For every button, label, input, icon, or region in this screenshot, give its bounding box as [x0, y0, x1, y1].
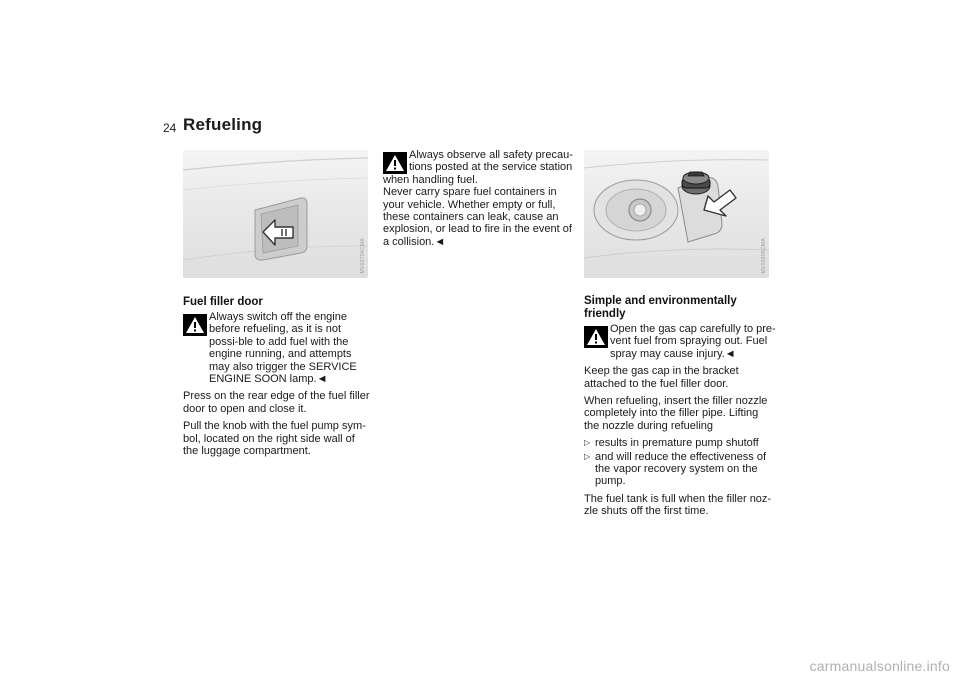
site-watermark: carmanualsonline.info: [809, 658, 950, 674]
section-heading: Fuel filler door: [183, 296, 263, 308]
warning-text-line: Always observe all safety precau-: [409, 149, 573, 161]
page-number: 24: [163, 121, 177, 135]
warning-text-first-line: Always switch off the engine: [209, 311, 347, 323]
warning-text-first-line: Open the gas cap carefully to pre-: [610, 323, 776, 335]
page-title: Refueling: [183, 115, 263, 134]
paragraph: Pull the knob with the fuel pump sym-bol, located on the right side wall of the luggage compartment.: [183, 420, 366, 458]
gas-cap: [682, 172, 710, 194]
warning-text-line: tions posted at the service station: [409, 161, 573, 174]
paragraph: The fuel tank is full when the filler noz-zle shuts off the first time.: [584, 492, 772, 518]
section-heading: Simple and environmentally friendly: [584, 295, 737, 320]
warning-text: before refueling, as it is not possi-ble to add fuel with the engine running, and attempts may also trigger the SERVICE ENGINE SOON lamp.◄: [209, 323, 357, 386]
list-item: ▷ and will reduce the effectiveness of the vapor recovery system on the pump.: [584, 451, 776, 488]
warning-block: [383, 149, 575, 248]
environment-section: [584, 295, 776, 523]
paragraph: Press on the rear edge of the fuel filler door to open and close it.: [183, 390, 370, 415]
list-item: ▷ results in premature pump shutoff: [584, 437, 776, 449]
warning-text: Never carry spare fuel containers in your vehicle. Whether empty or full, these containers can leak, cause an explosion, or lead to fire in the event of a collision.◄: [383, 186, 572, 248]
warning-triangle-icon: [584, 326, 608, 348]
gas-cap-figure: [584, 150, 769, 278]
figure-code: MV03805CMA: [761, 238, 767, 274]
safety-warning-section: [383, 149, 575, 248]
figure-code: MV03704CMA: [360, 238, 366, 274]
warning-block: [584, 323, 776, 360]
warning-text: vent fuel from spraying out. Fuel spray may cause injury.◄: [610, 335, 768, 360]
paragraph: When refueling, insert the filler nozzle completely into the filler pipe. Lifting the nozzle during refueling: [584, 395, 768, 432]
warning-block: [183, 311, 373, 385]
warning-triangle-icon: [383, 152, 407, 174]
paragraph: Keep the gas cap in the bracket attached to the fuel filler door.: [584, 365, 739, 390]
bullet-list: [584, 437, 776, 488]
warning-text: when handling fuel.: [383, 173, 478, 186]
fuel-door-figure: [183, 150, 368, 278]
warning-triangle-icon: [183, 314, 207, 336]
fuel-filler-door-section: [183, 296, 373, 462]
